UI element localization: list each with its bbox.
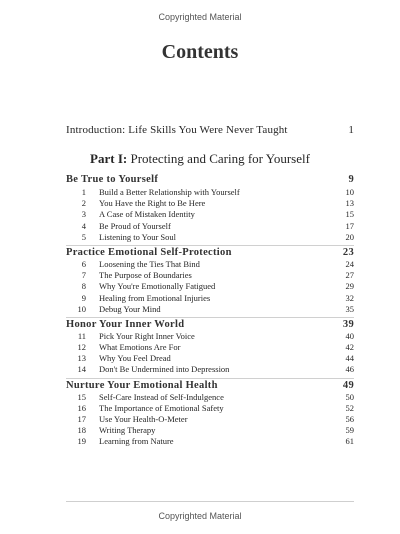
chapter-page: 10: [345, 187, 354, 197]
chapter-entry[interactable]: [66, 232, 354, 243]
chapter-number: 7: [81, 270, 86, 281]
section-heading[interactable]: [66, 245, 354, 259]
chapter-title: What Emotions Are For: [99, 342, 181, 353]
chapter-entry[interactable]: [66, 304, 354, 315]
chapter-page: 52: [345, 402, 354, 413]
chapter-entry[interactable]: [66, 392, 354, 403]
section-page: 39: [342, 318, 354, 330]
chapter-entry[interactable]: [66, 414, 354, 425]
chapter-title: Build a Better Relationship with Yourself: [99, 187, 240, 197]
toc-section: [66, 378, 354, 448]
chapter-number: 1: [81, 187, 86, 197]
chapter-entry[interactable]: [66, 187, 354, 198]
part-title: Protecting and Caring for Yourself: [130, 151, 310, 166]
chapter-title: Writing Therapy: [99, 425, 156, 436]
chapter-number: 13: [77, 353, 86, 364]
chapter-title: Don't Be Undermined into Depression: [99, 364, 230, 375]
chapter-number: 6: [81, 258, 86, 269]
chapter-number: 16: [77, 402, 86, 413]
chapter-title: The Purpose of Boundaries: [99, 270, 192, 281]
chapter-title: Use Your Health-O-Meter: [99, 414, 188, 424]
chapter-number: 19: [77, 436, 86, 447]
chapter-title: Learning from Nature: [99, 436, 174, 447]
chapter-title: Why You Feel Dread: [99, 353, 171, 364]
chapter-entry[interactable]: [66, 436, 354, 447]
chapter-page: 20: [345, 231, 354, 242]
chapter-page: 29: [345, 281, 354, 292]
section-title: Be True to Yourself: [66, 174, 159, 185]
introduction-title: Introduction: Life Skills You Were Never Taught: [66, 124, 288, 136]
section-title: Practice Emotional Self-Protection: [66, 246, 232, 258]
section-page: 23: [342, 246, 354, 258]
chapter-number: 5: [81, 231, 86, 242]
introduction-page: 1: [348, 124, 354, 136]
chapter-page: 56: [345, 414, 354, 424]
chapter-page: 50: [345, 391, 354, 402]
chapter-title: Loosening the Ties That Bind: [99, 258, 200, 269]
chapter-number: 3: [81, 209, 86, 220]
chapter-title: Listening to Your Soul: [99, 231, 176, 242]
chapter-entry[interactable]: [66, 259, 354, 270]
toc-section: [66, 245, 354, 315]
chapter-entry[interactable]: [66, 425, 354, 436]
chapter-page: 15: [345, 209, 354, 220]
chapter-title: The Importance of Emotional Safety: [99, 402, 224, 413]
chapter-number: 2: [81, 198, 86, 209]
section-title: Honor Your Inner World: [66, 318, 185, 330]
chapter-number: 11: [77, 330, 86, 341]
chapter-page: 13: [345, 198, 354, 209]
section-page: 49: [342, 379, 354, 391]
chapter-title: Why You're Emotionally Fatigued: [99, 281, 216, 292]
chapter-entry[interactable]: [66, 209, 354, 220]
chapter-number: 17: [77, 414, 86, 424]
chapter-title: Be Proud of Yourself: [99, 220, 171, 231]
page-title: Contents: [161, 41, 239, 63]
chapter-number: 8: [81, 281, 86, 292]
chapter-entry[interactable]: [66, 221, 354, 232]
chapter-number: 18: [77, 425, 86, 436]
chapter-number: 15: [77, 391, 86, 402]
chapter-page: 24: [345, 258, 354, 269]
chapter-page: 32: [345, 292, 354, 303]
chapter-number: 9: [81, 292, 86, 303]
chapter-page: 27: [345, 270, 354, 281]
chapter-entry[interactable]: [66, 198, 354, 209]
chapter-title: A Case of Mistaken Identity: [99, 209, 195, 220]
chapter-entry[interactable]: [66, 364, 354, 375]
copyright-notice-top: Copyrighted Material: [158, 12, 242, 22]
chapter-title: Debug Your Mind: [99, 303, 161, 314]
chapter-number: 10: [77, 303, 86, 314]
chapter-entry[interactable]: [66, 293, 354, 304]
chapter-entry[interactable]: [66, 270, 354, 281]
chapter-number: 4: [81, 220, 86, 231]
section-title: Nurture Your Emotional Health: [66, 379, 218, 391]
chapter-entry[interactable]: [66, 403, 354, 414]
chapter-title: You Have the Right to Be Here: [99, 198, 206, 209]
chapter-page: 61: [345, 436, 354, 447]
part-label: Part I:: [90, 151, 128, 166]
chapter-title: Pick Your Right Inner Voice: [99, 330, 195, 341]
chapter-title: Self-Care Instead of Self-Indulgence: [99, 391, 224, 402]
section-page: 9: [348, 174, 354, 185]
chapter-entry[interactable]: [66, 353, 354, 364]
section-heading[interactable]: [66, 317, 354, 331]
chapter-page: 17: [345, 220, 354, 231]
chapter-number: 14: [77, 364, 86, 375]
toc-sections: [66, 173, 354, 450]
chapter-entry[interactable]: [66, 342, 354, 353]
chapter-page: 35: [345, 303, 354, 314]
chapter-number: 12: [77, 342, 86, 353]
chapter-page: 46: [345, 364, 354, 375]
toc-section: [66, 317, 354, 376]
chapter-title: Healing from Emotional Injuries: [99, 292, 211, 303]
copyright-notice-bottom: Copyrighted Material: [158, 511, 242, 521]
footer-divider: [66, 501, 354, 502]
toc-section: [66, 173, 354, 243]
chapter-entry[interactable]: [66, 281, 354, 292]
toc-introduction-entry[interactable]: [66, 124, 354, 136]
chapter-page: 40: [345, 330, 354, 341]
chapter-page: 59: [345, 425, 354, 436]
section-heading[interactable]: [66, 173, 354, 187]
chapter-page: 42: [345, 342, 354, 353]
chapter-entry[interactable]: [66, 331, 354, 342]
chapter-page: 44: [345, 353, 354, 364]
part-heading: [0, 151, 400, 167]
section-heading[interactable]: [66, 378, 354, 392]
